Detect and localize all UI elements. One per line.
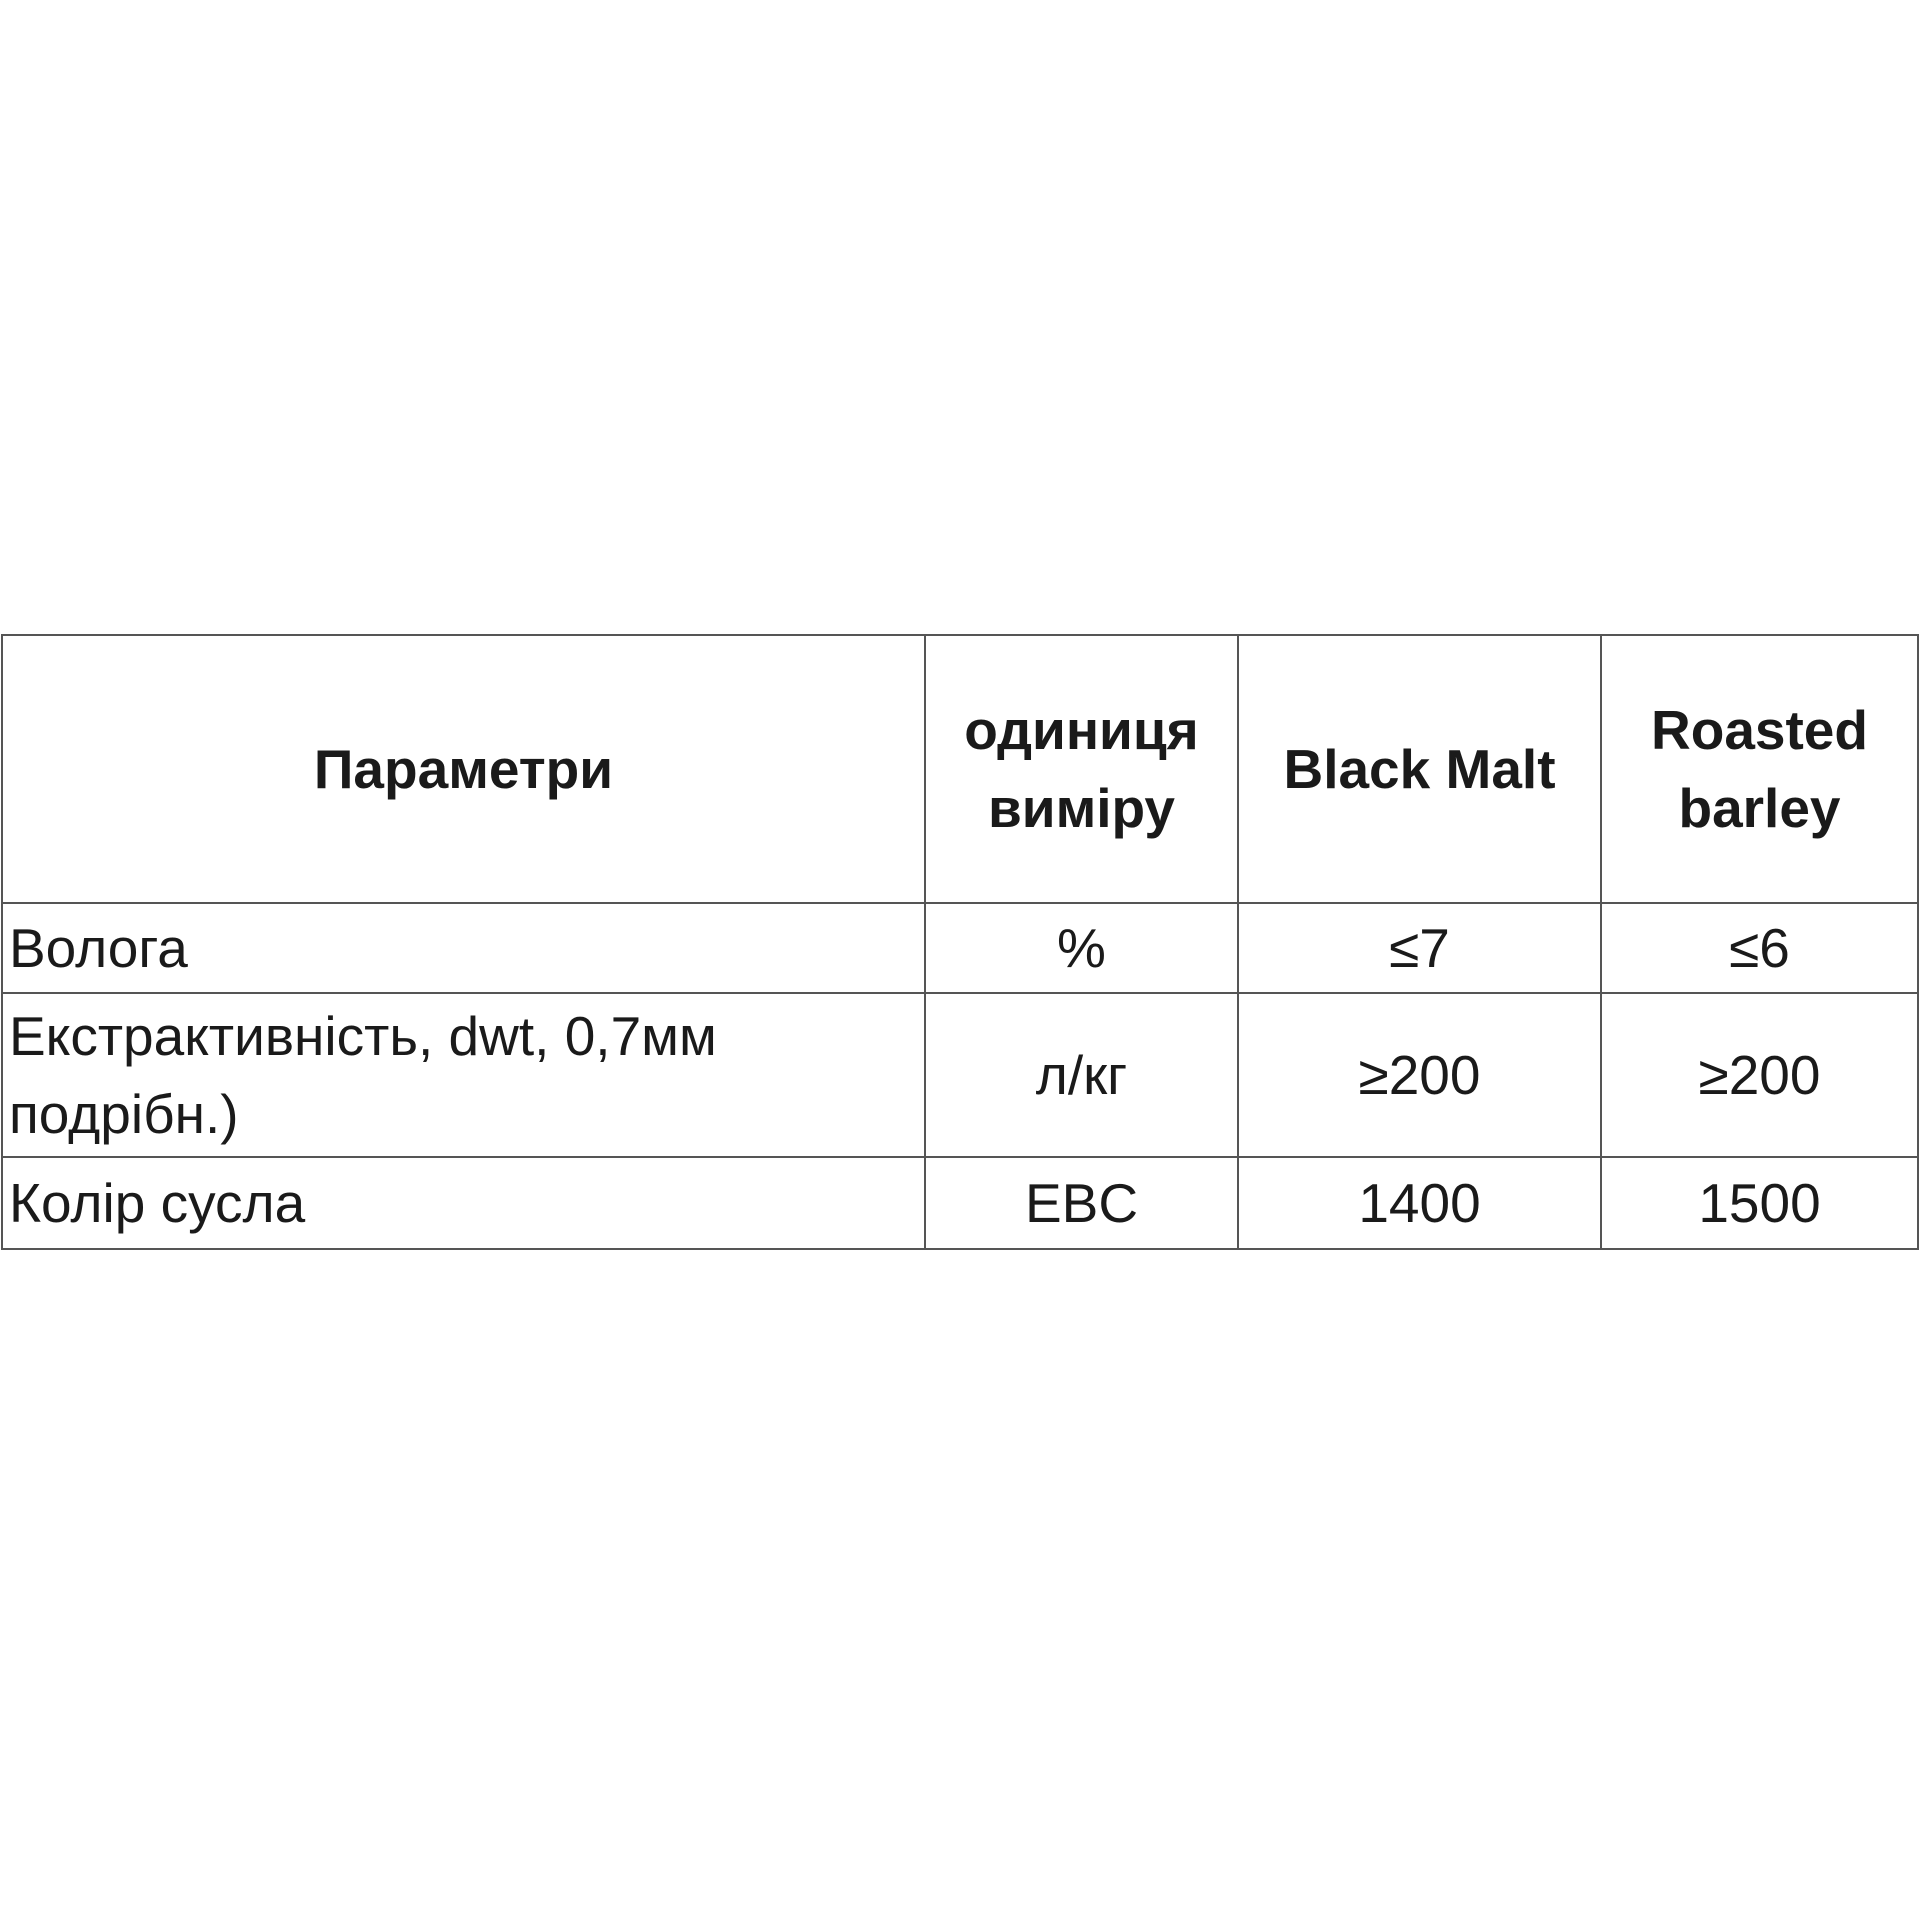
table-header: [2, 635, 1918, 903]
table-row: [2, 993, 1918, 1157]
cell-parameter: Колір сусла: [2, 1157, 925, 1249]
cell-black-malt: ≥200: [1238, 993, 1601, 1157]
header-black-malt: Black Malt: [1238, 635, 1601, 903]
cell-black-malt: ≤7: [1238, 903, 1601, 993]
cell-unit: л/кг: [925, 993, 1238, 1157]
cell-unit: EBC: [925, 1157, 1238, 1249]
cell-parameter: Волога: [2, 903, 925, 993]
cell-unit: %: [925, 903, 1238, 993]
table-row: [2, 903, 1918, 993]
header-unit: одиниця виміру: [925, 635, 1238, 903]
cell-parameter: Екстрактивність, dwt, 0,7мм подрібн.): [2, 993, 925, 1157]
cell-black-malt: 1400: [1238, 1157, 1601, 1249]
malt-spec-table: [1, 634, 1919, 1250]
table-body: [2, 903, 1918, 1249]
cell-roasted-barley: ≥200: [1601, 993, 1918, 1157]
cell-roasted-barley: 1500: [1601, 1157, 1918, 1249]
header-roasted-barley: Roasted barley: [1601, 635, 1918, 903]
header-parameter: Параметри: [2, 635, 925, 903]
cell-roasted-barley: ≤6: [1601, 903, 1918, 993]
header-row: [2, 635, 1918, 903]
table-row: [2, 1157, 1918, 1249]
